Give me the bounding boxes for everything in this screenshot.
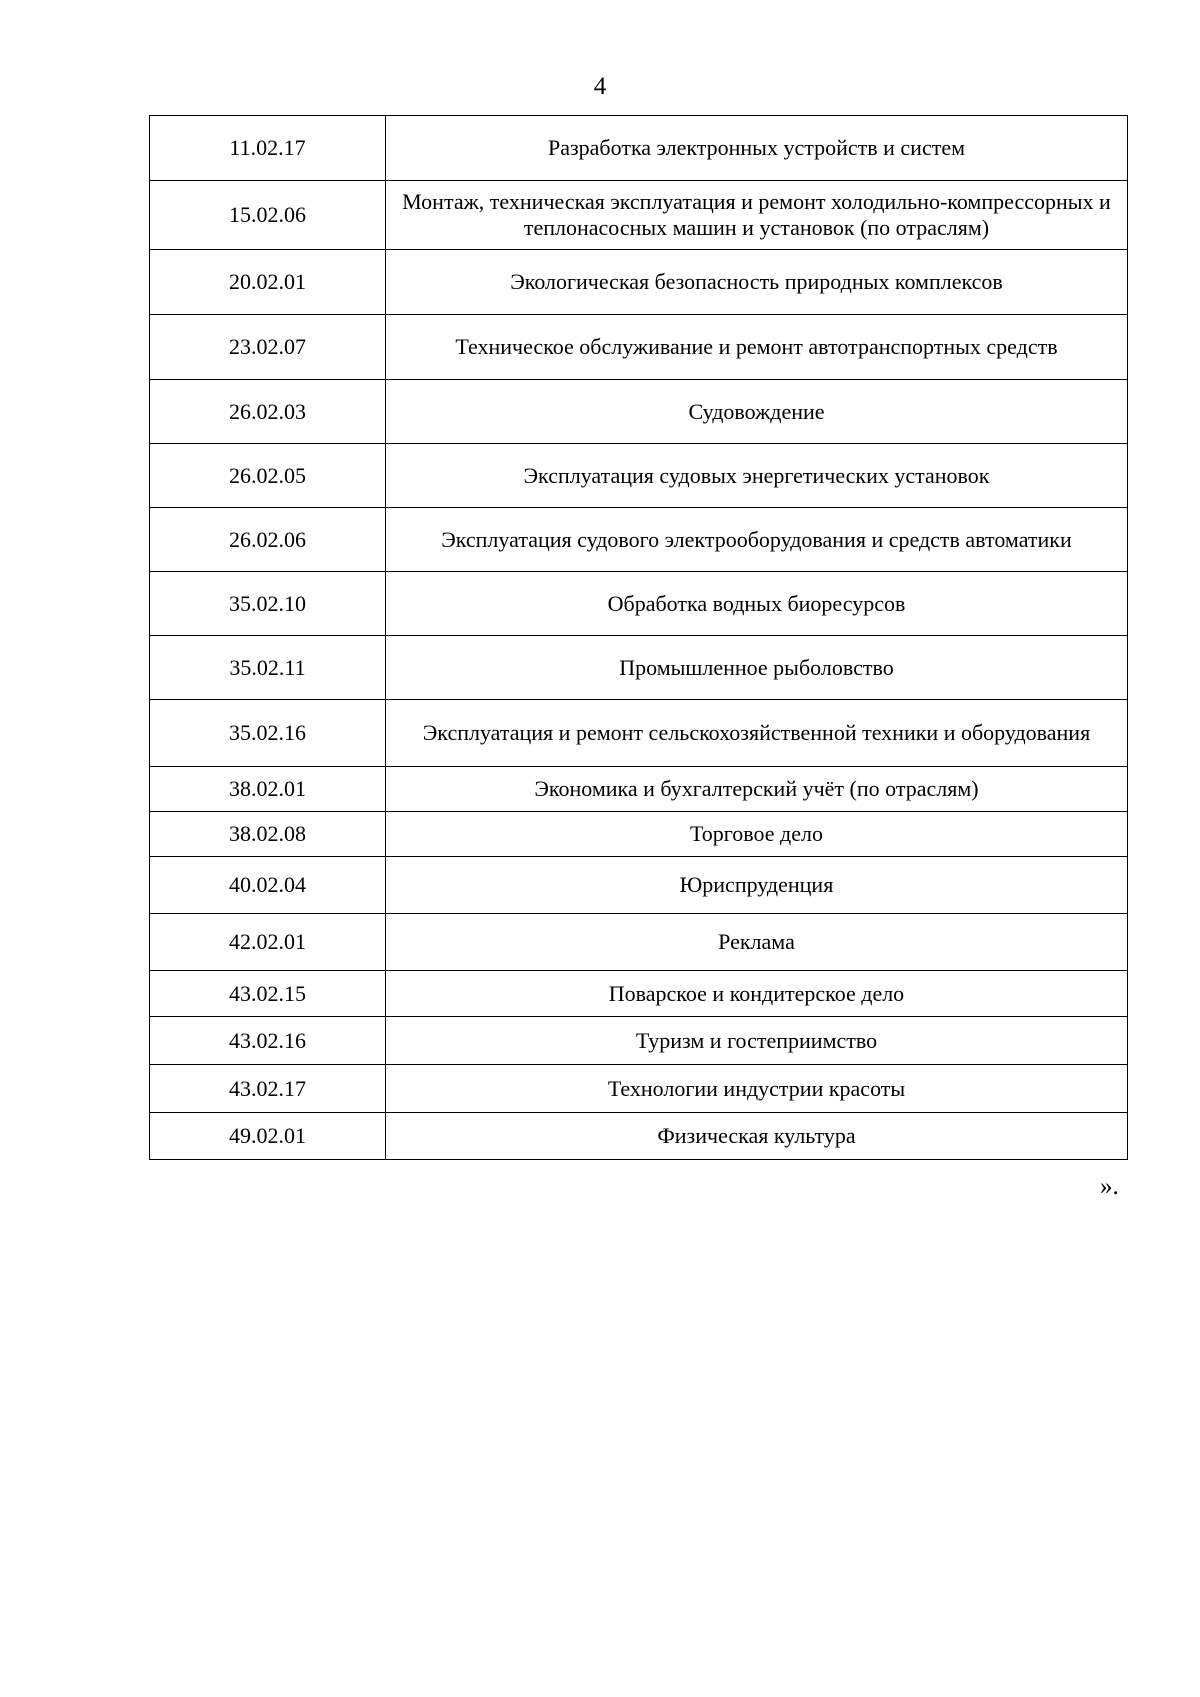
specialty-name: Техническое обслуживание и ремонт автотранспортных средств <box>386 315 1128 380</box>
table-row <box>150 1017 1128 1065</box>
table-row <box>150 444 1128 508</box>
specialty-name: Промышленное рыболовство <box>386 636 1128 700</box>
table-row <box>150 914 1128 971</box>
table-row <box>150 250 1128 315</box>
specialty-name: Экономика и бухгалтерский учёт (по отраслям) <box>386 767 1128 812</box>
specialty-code: 26.02.05 <box>150 444 386 508</box>
specialty-code: 38.02.08 <box>150 812 386 857</box>
specialties-table <box>149 115 1128 1160</box>
specialty-code: 43.02.17 <box>150 1065 386 1113</box>
table-row <box>150 1113 1128 1160</box>
specialty-code: 43.02.15 <box>150 971 386 1017</box>
specialty-name: Торговое дело <box>386 812 1128 857</box>
table-row <box>150 181 1128 250</box>
table-row <box>150 572 1128 636</box>
specialty-code: 49.02.01 <box>150 1113 386 1160</box>
table-row <box>150 315 1128 380</box>
table-row <box>150 812 1128 857</box>
specialty-code: 43.02.16 <box>150 1017 386 1065</box>
table-row <box>150 767 1128 812</box>
specialty-name: Экологическая безопасность природных комплексов <box>386 250 1128 315</box>
table-row <box>150 1065 1128 1113</box>
page-number: 4 <box>593 73 607 100</box>
table-row <box>150 636 1128 700</box>
table-row <box>150 116 1128 181</box>
table-row <box>150 508 1128 572</box>
table-row <box>150 971 1128 1017</box>
specialty-code: 35.02.10 <box>150 572 386 636</box>
table-row <box>150 700 1128 767</box>
specialty-name: Поварское и кондитерское дело <box>386 971 1128 1017</box>
specialty-code: 23.02.07 <box>150 315 386 380</box>
specialty-name: Туризм и гостеприимство <box>386 1017 1128 1065</box>
specialty-code: 15.02.06 <box>150 181 386 250</box>
specialty-name: Монтаж, техническая эксплуатация и ремонт холодильно-компрессорных и теплонасосных машин и установок (по отраслям) <box>386 181 1128 250</box>
specialty-code: 11.02.17 <box>150 116 386 181</box>
closing-quote-mark: ». <box>1100 1173 1119 1200</box>
specialty-name: Судовождение <box>386 380 1128 444</box>
specialty-name: Юриспруденция <box>386 857 1128 914</box>
specialty-name: Технологии индустрии красоты <box>386 1065 1128 1113</box>
specialty-name: Эксплуатация и ремонт сельскохозяйственной техники и оборудования <box>386 700 1128 767</box>
specialty-code: 35.02.11 <box>150 636 386 700</box>
specialty-name: Эксплуатация судовых энергетических установок <box>386 444 1128 508</box>
specialty-code: 40.02.04 <box>150 857 386 914</box>
table-row <box>150 380 1128 444</box>
specialty-name: Обработка водных биоресурсов <box>386 572 1128 636</box>
specialty-code: 20.02.01 <box>150 250 386 315</box>
specialty-name: Разработка электронных устройств и систем <box>386 116 1128 181</box>
specialty-name: Эксплуатация судового электрооборудования и средств автоматики <box>386 508 1128 572</box>
specialty-code: 26.02.03 <box>150 380 386 444</box>
specialty-code: 26.02.06 <box>150 508 386 572</box>
table-row <box>150 857 1128 914</box>
specialty-name: Физическая культура <box>386 1113 1128 1160</box>
specialty-code: 38.02.01 <box>150 767 386 812</box>
specialty-code: 35.02.16 <box>150 700 386 767</box>
specialty-name: Реклама <box>386 914 1128 971</box>
specialty-code: 42.02.01 <box>150 914 386 971</box>
